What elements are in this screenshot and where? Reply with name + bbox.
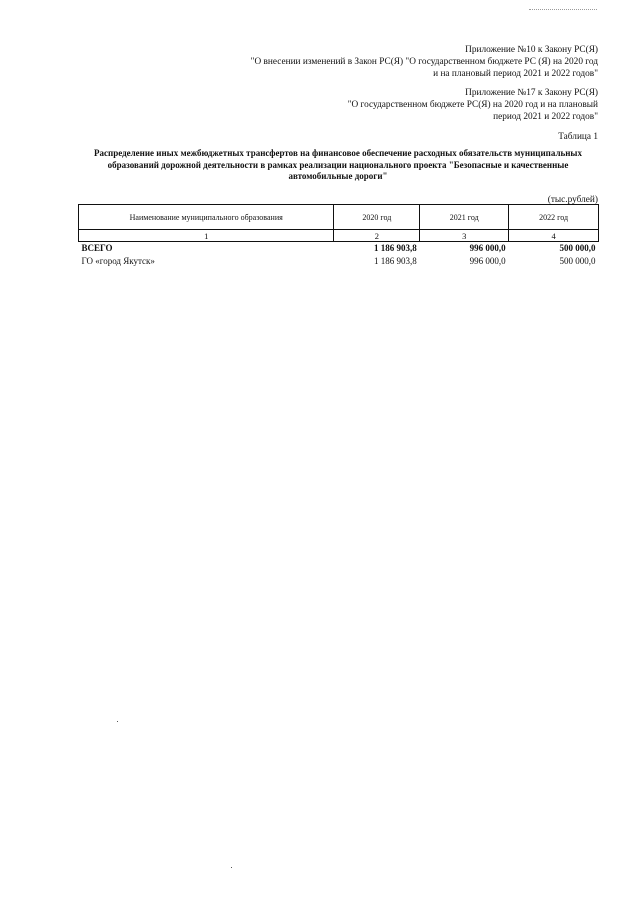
header-2021: 2021 год [420, 205, 509, 230]
transfers-table [78, 204, 599, 268]
annex-10-line-1: Приложение №10 к Закону РС(Я) [465, 45, 598, 55]
document-title [78, 148, 598, 183]
row-value-2021: 996 000,0 [469, 256, 506, 266]
header-2022: 2022 год [509, 205, 599, 230]
annex-17-line-1: Приложение №17 к Закону РС(Я) [465, 88, 598, 98]
column-number-2: 2 [334, 230, 420, 242]
annex-10-header [178, 44, 598, 80]
row-value-2022: 500 000,0 [559, 256, 596, 266]
header-2020: 2020 год [334, 205, 420, 230]
scan-speck [117, 721, 118, 722]
table-row-yakutsk [79, 255, 599, 268]
row-name: ВСЕГО [81, 243, 113, 253]
table-header-row [79, 205, 599, 230]
annex-17-line-2: "О государственном бюджете РС(Я) на 2020 год и на плановый [347, 100, 598, 110]
document-title-line-1: Распределение иных межбюджетных трансфертов на финансовое обеспечение расходных обязательств муниципальных [94, 148, 582, 158]
units-label: (тыс.рублей) [547, 195, 598, 205]
column-number-4: 4 [509, 230, 599, 242]
annex-17-header [178, 87, 598, 123]
scan-speck [231, 867, 232, 868]
table-row-total [79, 242, 599, 256]
column-number-3: 3 [420, 230, 509, 242]
row-value-2020: 1 186 903,8 [374, 256, 417, 266]
row-value-2020: 1 186 903,8 [374, 243, 417, 253]
column-number-1: 1 [79, 230, 334, 242]
row-name: ГО «город Якутск» [81, 256, 155, 266]
annex-17-line-3: период 2021 и 2022 годов" [493, 112, 598, 122]
annex-10-line-2: "О внесении изменений в Закон РС(Я) "О государственном бюджете РС (Я) на 2020 год [250, 57, 598, 67]
document-title-line-3: автомобильные дороги" [288, 171, 388, 181]
table-label: Таблица 1 [558, 132, 598, 142]
header-municipality: Наименование муниципального образования [79, 205, 334, 230]
row-value-2022: 500 000,0 [559, 243, 596, 253]
top-dotted-rule [529, 9, 597, 10]
column-number-row [79, 230, 599, 242]
annex-10-line-3: и на плановый период 2021 и 2022 годов" [433, 69, 598, 79]
document-title-line-2: образований дорожной деятельности в рамках реализации национального проекта "Безопасные и качественные [107, 159, 569, 170]
row-value-2021: 996 000,0 [469, 243, 506, 253]
